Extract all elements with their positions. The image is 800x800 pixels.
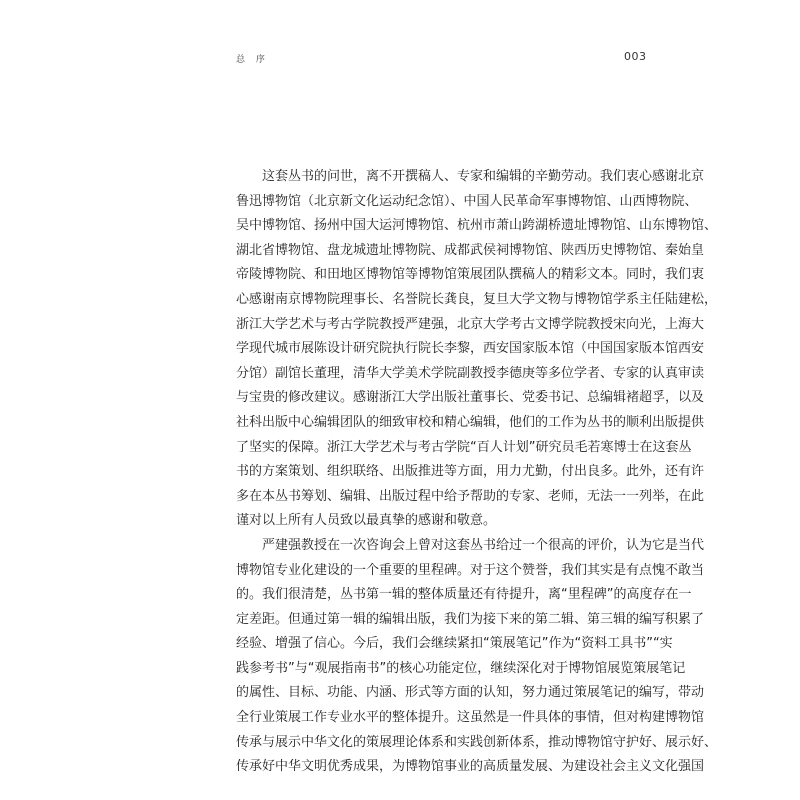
body-text bbox=[236, 165, 718, 780]
text-line: 的属性、目标、功能、内涵、形式等方面的认知，努力通过策展笔记的编写，带动 bbox=[236, 685, 705, 701]
text-line: 与宝贵的修改建议。感谢浙江大学出版社董事长、党委书记、总编辑褚超孚，以及 bbox=[236, 390, 705, 406]
text-line: 帝陵博物院、和田地区博物馆等博物馆策展团队撰稿人的精彩文本。同时，我们衷 bbox=[236, 267, 705, 283]
text-line: 全行业策展工作专业水平的整体提升。这虽然是一件具体的事情，但对构建博物馆 bbox=[236, 710, 705, 726]
text-line: 传承与展示中华文化的策展理论体系和实践创新体系，推动博物馆守护好、展示好、 bbox=[236, 734, 718, 750]
text-line: 践参考书”与“观展指南书”的核心功能定位，继续深化对于博物馆展览策展笔记 bbox=[236, 660, 686, 676]
text-line: 心感谢南京博物院理事长、名誉院长龚良，复旦大学文物与博物馆学系主任陆建松， bbox=[236, 291, 718, 307]
text-line: 定差距。但通过第一辑的编辑出版，我们为接下来的第二辑、第三辑的编写积累了 bbox=[236, 611, 705, 627]
text-line: 谨对以上所有人员致以最真挚的感谢和敬意。 bbox=[236, 513, 497, 529]
text-line: 分馆）副馆长董理，清华大学美术学院副教授李德庚等多位学者、专家的认真审读 bbox=[236, 365, 705, 381]
text-line: 鲁迅博物馆（北京新文化运动纪念馆）、中国人民革命军事博物馆、山西博物院、 bbox=[236, 193, 698, 209]
page-number: 003 bbox=[624, 50, 647, 63]
text-line: 了坚实的保障。浙江大学艺术与考古学院“百人计划”研究员毛若寒博士在这套丛 bbox=[236, 439, 692, 455]
text-line: 严建强教授在一次咨询会上曾对这套丛书给过一个很高的评价，认为它是当代 bbox=[262, 537, 705, 553]
paragraph bbox=[236, 534, 718, 780]
text-line: 的。我们很清楚，丛书第一辑的整体质量还有待提升，离“里程碑”的高度存在一 bbox=[236, 587, 692, 603]
text-line: 学现代城市展陈设计研究院执行院长李黎，西安国家版本馆（中国国家版本馆西安 bbox=[236, 341, 705, 357]
text-line: 这套丛书的问世，离不开撰稿人、专家和编辑的辛勤劳动。我们衷心感谢北京 bbox=[262, 169, 705, 184]
text-line: 传承好中华文明优秀成果，为博物馆事业的高质量发展、为建设社会主义文化强国 bbox=[236, 759, 705, 775]
paragraph bbox=[236, 165, 718, 534]
text-line: 书的方案策划、组织联络、出版推进等方面，用力尤勤，付出良多。此外，还有许 bbox=[236, 464, 705, 480]
text-line: 经验、增强了信心。今后，我们会继续紧扣“策展笔记”作为“资料工具书”“实 bbox=[236, 636, 673, 652]
running-head-title: 总 序 bbox=[236, 55, 269, 65]
text-line: 吴中博物馆、扬州中国大运河博物馆、杭州市萧山跨湖桥遗址博物馆、山东博物馆、 bbox=[236, 218, 718, 234]
text-line: 多在本丛书筹划、编辑、出版过程中给予帮助的专家、老师，无法一一列举，在此 bbox=[236, 488, 705, 504]
text-line: 博物馆专业化建设的一个重要的里程碑。对于这个赞誉，我们其实是有点愧不敢当 bbox=[236, 562, 705, 578]
text-line: 社科出版中心编辑团队的细致审校和精心编辑，他们的工作为丛书的顺利出版提供 bbox=[236, 414, 705, 430]
text-line: 湖北省博物馆、盘龙城遗址博物院、成都武侯祠博物馆、陕西历史博物馆、秦始皇 bbox=[236, 242, 705, 258]
text-line: 浙江大学艺术与考古学院教授严建强，北京大学考古文博学院教授宋向光，上海大 bbox=[236, 316, 705, 332]
